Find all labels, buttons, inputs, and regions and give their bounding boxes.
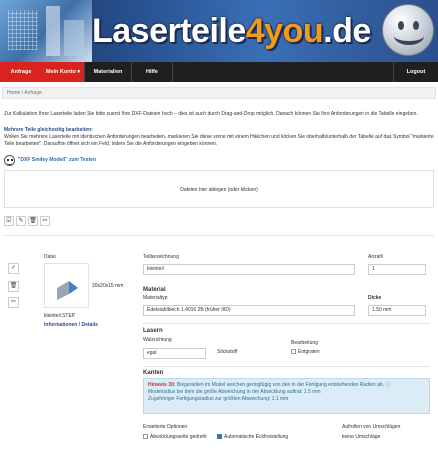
material-heading: Material [143, 287, 166, 293]
bearbeitung-label: Bearbeitung [291, 340, 318, 346]
datei-label: Datei [44, 254, 56, 260]
edit-marked-icon[interactable]: ✎ [16, 216, 26, 226]
banner-image [0, 0, 92, 62]
nav-materialien[interactable]: Materialien [93, 69, 123, 75]
entgraten-option[interactable] [291, 349, 320, 355]
table-toolbar [4, 216, 50, 226]
hint-line-2: Modelradius bei dem die größe Abweichung in der Abwicklung auftrat: 1.5 mm [148, 389, 321, 395]
nav-hilfe[interactable]: Hilfe [146, 69, 158, 75]
row-tools-icon[interactable]: ✂ [8, 297, 19, 308]
abwicklung-option[interactable] [143, 434, 207, 440]
nav-logout[interactable]: Logout [406, 69, 426, 75]
umschlaege-value[interactable]: keine Umschläge [342, 434, 381, 440]
anzahl-label: Anzahl [368, 254, 384, 260]
entgraten-checkbox[interactable] [291, 349, 296, 354]
eckfreistellung-label: Automatische Eckfreistellung [224, 434, 289, 440]
dicke-label: Dicke [368, 295, 382, 301]
teilbezeichnung-input[interactable]: kleinteil [143, 264, 355, 275]
breadcrumb-home[interactable]: Home [7, 90, 21, 96]
info-icon: ⓘ [385, 382, 391, 388]
info-details-link[interactable]: Informationen / Details [44, 322, 98, 328]
entgraten-label: Entgraten [298, 349, 320, 355]
teilbezeichnung-label: Teilbezeichnung [143, 254, 179, 260]
file-dropzone[interactable]: Dateien hier ablegen (oder klicken) [4, 170, 434, 208]
divider [4, 235, 434, 236]
eckfreistellung-option[interactable] [217, 434, 288, 440]
stickstoff-label: Stickstoff [217, 349, 238, 355]
part-filename: kleinteil.STEP [44, 313, 76, 319]
divider [143, 366, 430, 367]
hint-label: Hinweis 30: [148, 382, 176, 388]
dxf-smiley-link-label: "DXF Smiley Modell" zum Testen [18, 157, 96, 163]
row-check-icon[interactable]: ✓ [8, 263, 19, 274]
part-thumbnail[interactable] [44, 263, 89, 308]
breadcrumb [2, 87, 436, 99]
breadcrumb-current: Anfrage [24, 90, 42, 96]
site-banner [0, 0, 438, 62]
anzahl-input[interactable]: 1 [368, 264, 426, 275]
site-logo[interactable]: Laserteile4you.de [92, 12, 371, 50]
materialtyp-label: Materialtyp [143, 295, 168, 301]
smiley-logo-icon [382, 4, 434, 56]
umschlaege-label: Aufrollen von Umschlägen [342, 424, 401, 430]
tools-icon[interactable]: ✂ [40, 216, 50, 226]
hint-line-3: Zugehöriger Fertigungsradius zur größten Abweichung: 1.1 mm [148, 396, 289, 402]
breadcrumb-separator: / [20, 90, 25, 96]
hint-text: Biegeradien im Model weichen geringfügig von den in der Fertigung entstehenden Radien ab. [176, 382, 384, 388]
delete-icon[interactable]: 🗑 [29, 218, 37, 224]
intro-text: Zur Kalkulation Ihrer Laserteile laden Sie bitte zuerst Ihre DXF-Dateien hoch – dies ist auch durch Drag-and-Drop möglich. Danach können Sie Ihre Anforderungen in die Tabelle eingeben. [4, 111, 418, 117]
part-preview-icon [45, 264, 88, 307]
divider [143, 323, 430, 324]
eckfreistellung-checkbox[interactable] [217, 434, 222, 439]
part-dimensions: 20x20x15 mm [92, 283, 124, 289]
multi-edit-text: Wollen Sie mehrere Laserteile mit identischen Anforderungen bearbeiten, markieren Sie diese vorne mit einem Häkchen und klicken Sie oberhalb/unterhalb der Tabelle auf das Symbol "markierte Teile bearbeiten". Daraufhin öffnet sich ein Feld, indem Sie die Anforderungen eingeben können. [4, 134, 434, 147]
row-delete-icon[interactable]: 🗑 [8, 281, 19, 292]
kanten-heading: Kanten [143, 370, 164, 376]
abwicklung-label: Abwicklungsseite gedreht [150, 434, 207, 440]
select-all-checkbox-icon[interactable]: ☑ [4, 216, 14, 226]
multi-edit-heading: Mehrere Teile gleichzeitig bearbeiten: [4, 127, 93, 133]
nav-anfrage[interactable]: Anfrage [0, 62, 42, 82]
hint-alert [143, 378, 430, 414]
erweiterte-optionen-label: Erweiterte Optionen [143, 424, 188, 430]
smiley-icon [4, 155, 15, 166]
walzrichtung-label: Walzrichtung [143, 337, 172, 343]
materialtyp-select[interactable]: Edelstahlblech 1.4016 2B (früher IIID) [143, 305, 355, 316]
main-nav [0, 62, 438, 82]
dicke-select[interactable]: 1.50 mm [368, 305, 426, 316]
nav-mein-konto[interactable]: Mein Konto ▾ [42, 62, 84, 82]
dxf-smiley-link[interactable] [4, 154, 96, 166]
abwicklung-checkbox[interactable] [143, 434, 148, 439]
lasern-heading: Lasern [143, 328, 163, 334]
walzrichtung-select[interactable]: egal [143, 348, 206, 359]
